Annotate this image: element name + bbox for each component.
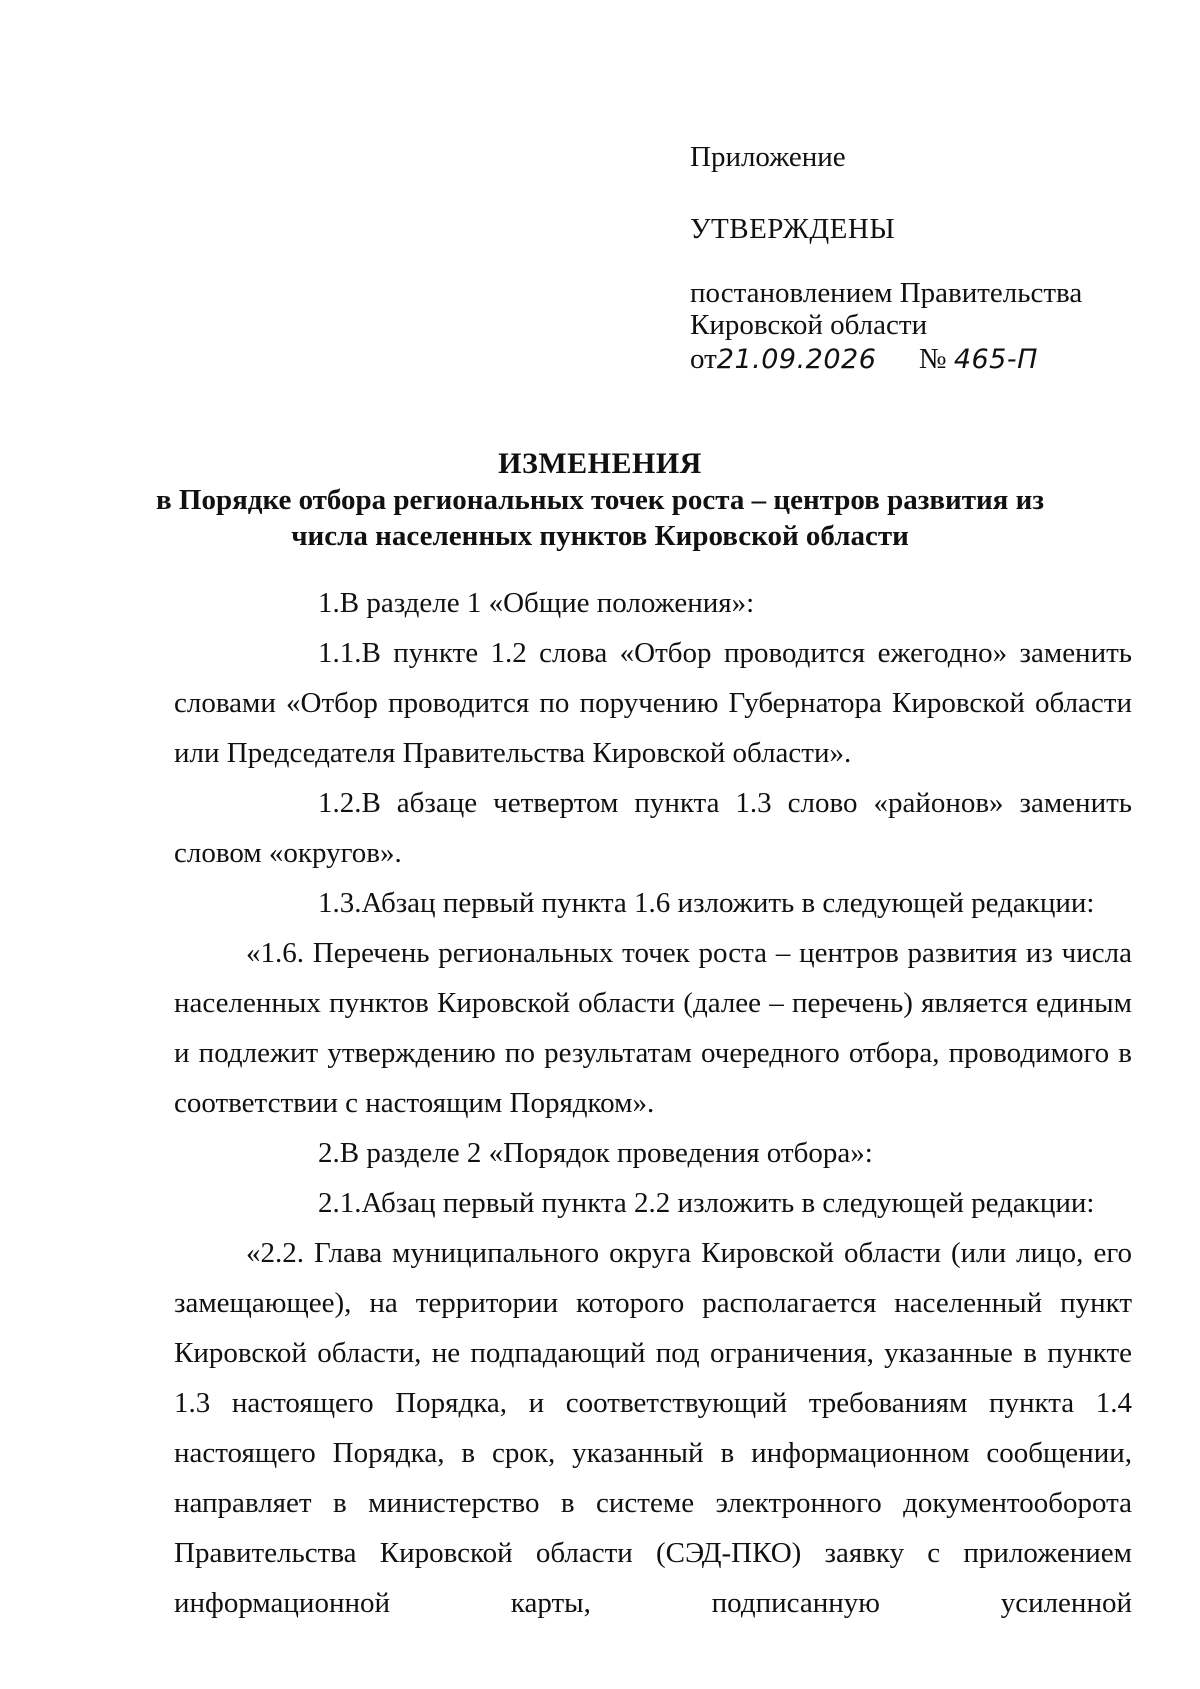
paragraph	[174, 778, 1132, 878]
heading-title: ИЗМЕНЕНИЯ	[498, 447, 702, 480]
paragraph	[174, 878, 1132, 928]
paragraph	[174, 628, 1132, 778]
document-heading	[150, 446, 1050, 554]
date-number-line	[690, 342, 1038, 377]
resolution-line: постановлением Правительства	[690, 277, 1083, 309]
paragraph-text: Абзац первый пункта 1.6 изложить в следующей редакции:	[361, 887, 1095, 919]
paragraph	[174, 1228, 1132, 1628]
paragraph-text: «2.2. Глава муниципального округа Кировской области (или лицо, его замещающее), на территории которого располагается населенный пункт Кировской области, не подпадающий под ограничения, указанные в пункте 1.3 настоящего Порядка, и соответствующий требованиям пункта 1.4 настоящего Порядка, в срок, указанный в информационном сообщении, направляет в министерство в системе электронного документооборота Правительства Кировской области (СЭД-ПКО) заявку с приложением информационной карты, подписанную усиленной	[174, 1237, 1132, 1619]
resolution-region-line: Кировской области	[690, 309, 928, 341]
paragraph-number: 1.	[318, 587, 340, 619]
paragraph-text: В разделе 1 «Общие положения»:	[339, 587, 755, 619]
paragraph-number: 1.2.	[318, 787, 362, 819]
paragraph-text: «1.6. Перечень региональных точек роста – центров развития из числа населенных пунктов Кировской области (далее – перечень) является единым и подлежит утверждению по результатам очередного отбора, проводимого в соответствии с настоящим Порядком».	[174, 937, 1132, 1119]
document-body	[174, 578, 1132, 1628]
annex-label: Приложение	[690, 141, 846, 173]
paragraph-text: В разделе 2 «Порядок проведения отбора»:	[339, 1137, 873, 1169]
paragraph-number: 2.1.	[318, 1187, 362, 1219]
paragraph-number: 2.	[318, 1137, 340, 1169]
paragraph	[174, 928, 1132, 1128]
paragraph	[174, 1128, 1132, 1178]
date-prefix: от	[690, 343, 717, 375]
paragraph	[174, 578, 1132, 628]
handwritten-date: 21.09.2026	[716, 344, 877, 375]
paragraph-text: Абзац первый пункта 2.2 изложить в следующей редакции:	[361, 1187, 1095, 1219]
heading-subtitle: в Порядке отбора региональных точек роста – центров развития из числа населенных пунктов Кировской области	[156, 484, 1044, 552]
handwritten-number: 465-П	[953, 344, 1038, 375]
paragraph-text: В абзаце четвертом пункта 1.3 слово «районов» заменить словом «округов».	[174, 787, 1132, 869]
paragraph-number: 1.3.	[318, 887, 362, 919]
number-prefix: №	[918, 343, 947, 375]
paragraph-number: 1.1.	[318, 637, 362, 669]
approved-label: УТВЕРЖДЕНЫ	[690, 213, 896, 245]
paragraph	[174, 1178, 1132, 1228]
paragraph-text: В пункте 1.2 слова «Отбор проводится ежегодно» заменить словами «Отбор проводится по поручению Губернатора Кировской области или Председателя Правительства Кировской области».	[174, 637, 1132, 769]
